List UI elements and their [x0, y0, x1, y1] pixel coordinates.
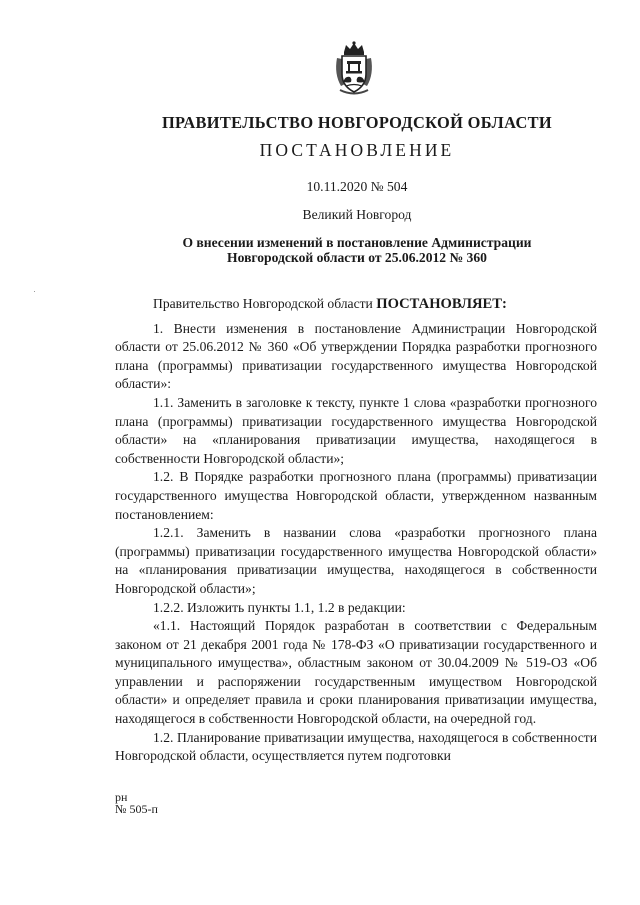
subject-line-2: Новгородской области от 25.06.2012 № 360: [227, 250, 487, 265]
paragraph: 1.2. Планирование приватизации имущества, находящегося в собственности Новгородской области, осуществляется путем подготовки: [115, 729, 597, 764]
document-footer: [115, 791, 158, 815]
intro-prefix: Правительство Новгородской области: [153, 296, 377, 311]
paragraph: 1. Внести изменения в постановление Администрации Новгородской области от 25.06.2012 № 360 «Об утверждении Порядка разработки прогнозного плана (программы) приватизации государственного имущества Новгородской области»:: [115, 320, 597, 392]
subject-line-1: О внесении изменений в постановление Администрации: [182, 235, 532, 250]
date-number: 10.11.2020 № 504: [306, 179, 408, 194]
intro-strong: ПОСТАНОВЛЯЕТ:: [376, 296, 507, 312]
scan-speck: [34, 291, 35, 292]
paragraph: 1.1. Заменить в заголовке к тексту, пункте 1 слова «разработки прогнозного плана (программы) приватизации государственного имущества Новгородской области» на «планирования приватизации имущества, находящегося в собственности Новгородской области»;: [115, 394, 597, 466]
document-body: [115, 295, 597, 766]
paragraph: 1.2.1. Заменить в названии слова «разработки прогнозного плана (программы) приватизации государственного имущества Новгородской области» на «планирования приватизации имущества, находящегося в собственности Новгородской области»;: [115, 525, 597, 596]
document-type: ПОСТАНОВЛЕНИЕ: [259, 140, 455, 160]
footer-number: № 505-п: [115, 802, 158, 816]
intro-paragraph: [115, 295, 597, 314]
subject-title: [37, 235, 640, 265]
city-name: Великий Новгород: [302, 207, 412, 222]
paragraph: 1.2. В Порядке разработки прогнозного плана (программы) приватизации государственного имущества Новгородской области, утвержденном названным постановлением:: [115, 469, 597, 522]
footer-code: рн: [115, 790, 128, 804]
paragraph: «1.1. Настоящий Порядок разработан в соответствии с Федеральным законом от 21 декабря 2001 года № 178-ФЗ «О приватизации государственного и муниципального имущества», областным законом от 30.04.2009 № 519-ОЗ «Об управлении и распоряжении государственным имуществом Новгородской области» и определяет правила и сроки планирования приватизации имущества, находящегося в собственности Новгородской области, на очередной год.: [115, 618, 597, 727]
paragraph: 1.2.2. Изложить пункты 1.1, 1.2 в редакции:: [153, 599, 406, 615]
government-title: ПРАВИТЕЛЬСТВО НОВГОРОДСКОЙ ОБЛАСТИ: [161, 113, 553, 132]
coat-of-arms-icon: [331, 40, 377, 96]
